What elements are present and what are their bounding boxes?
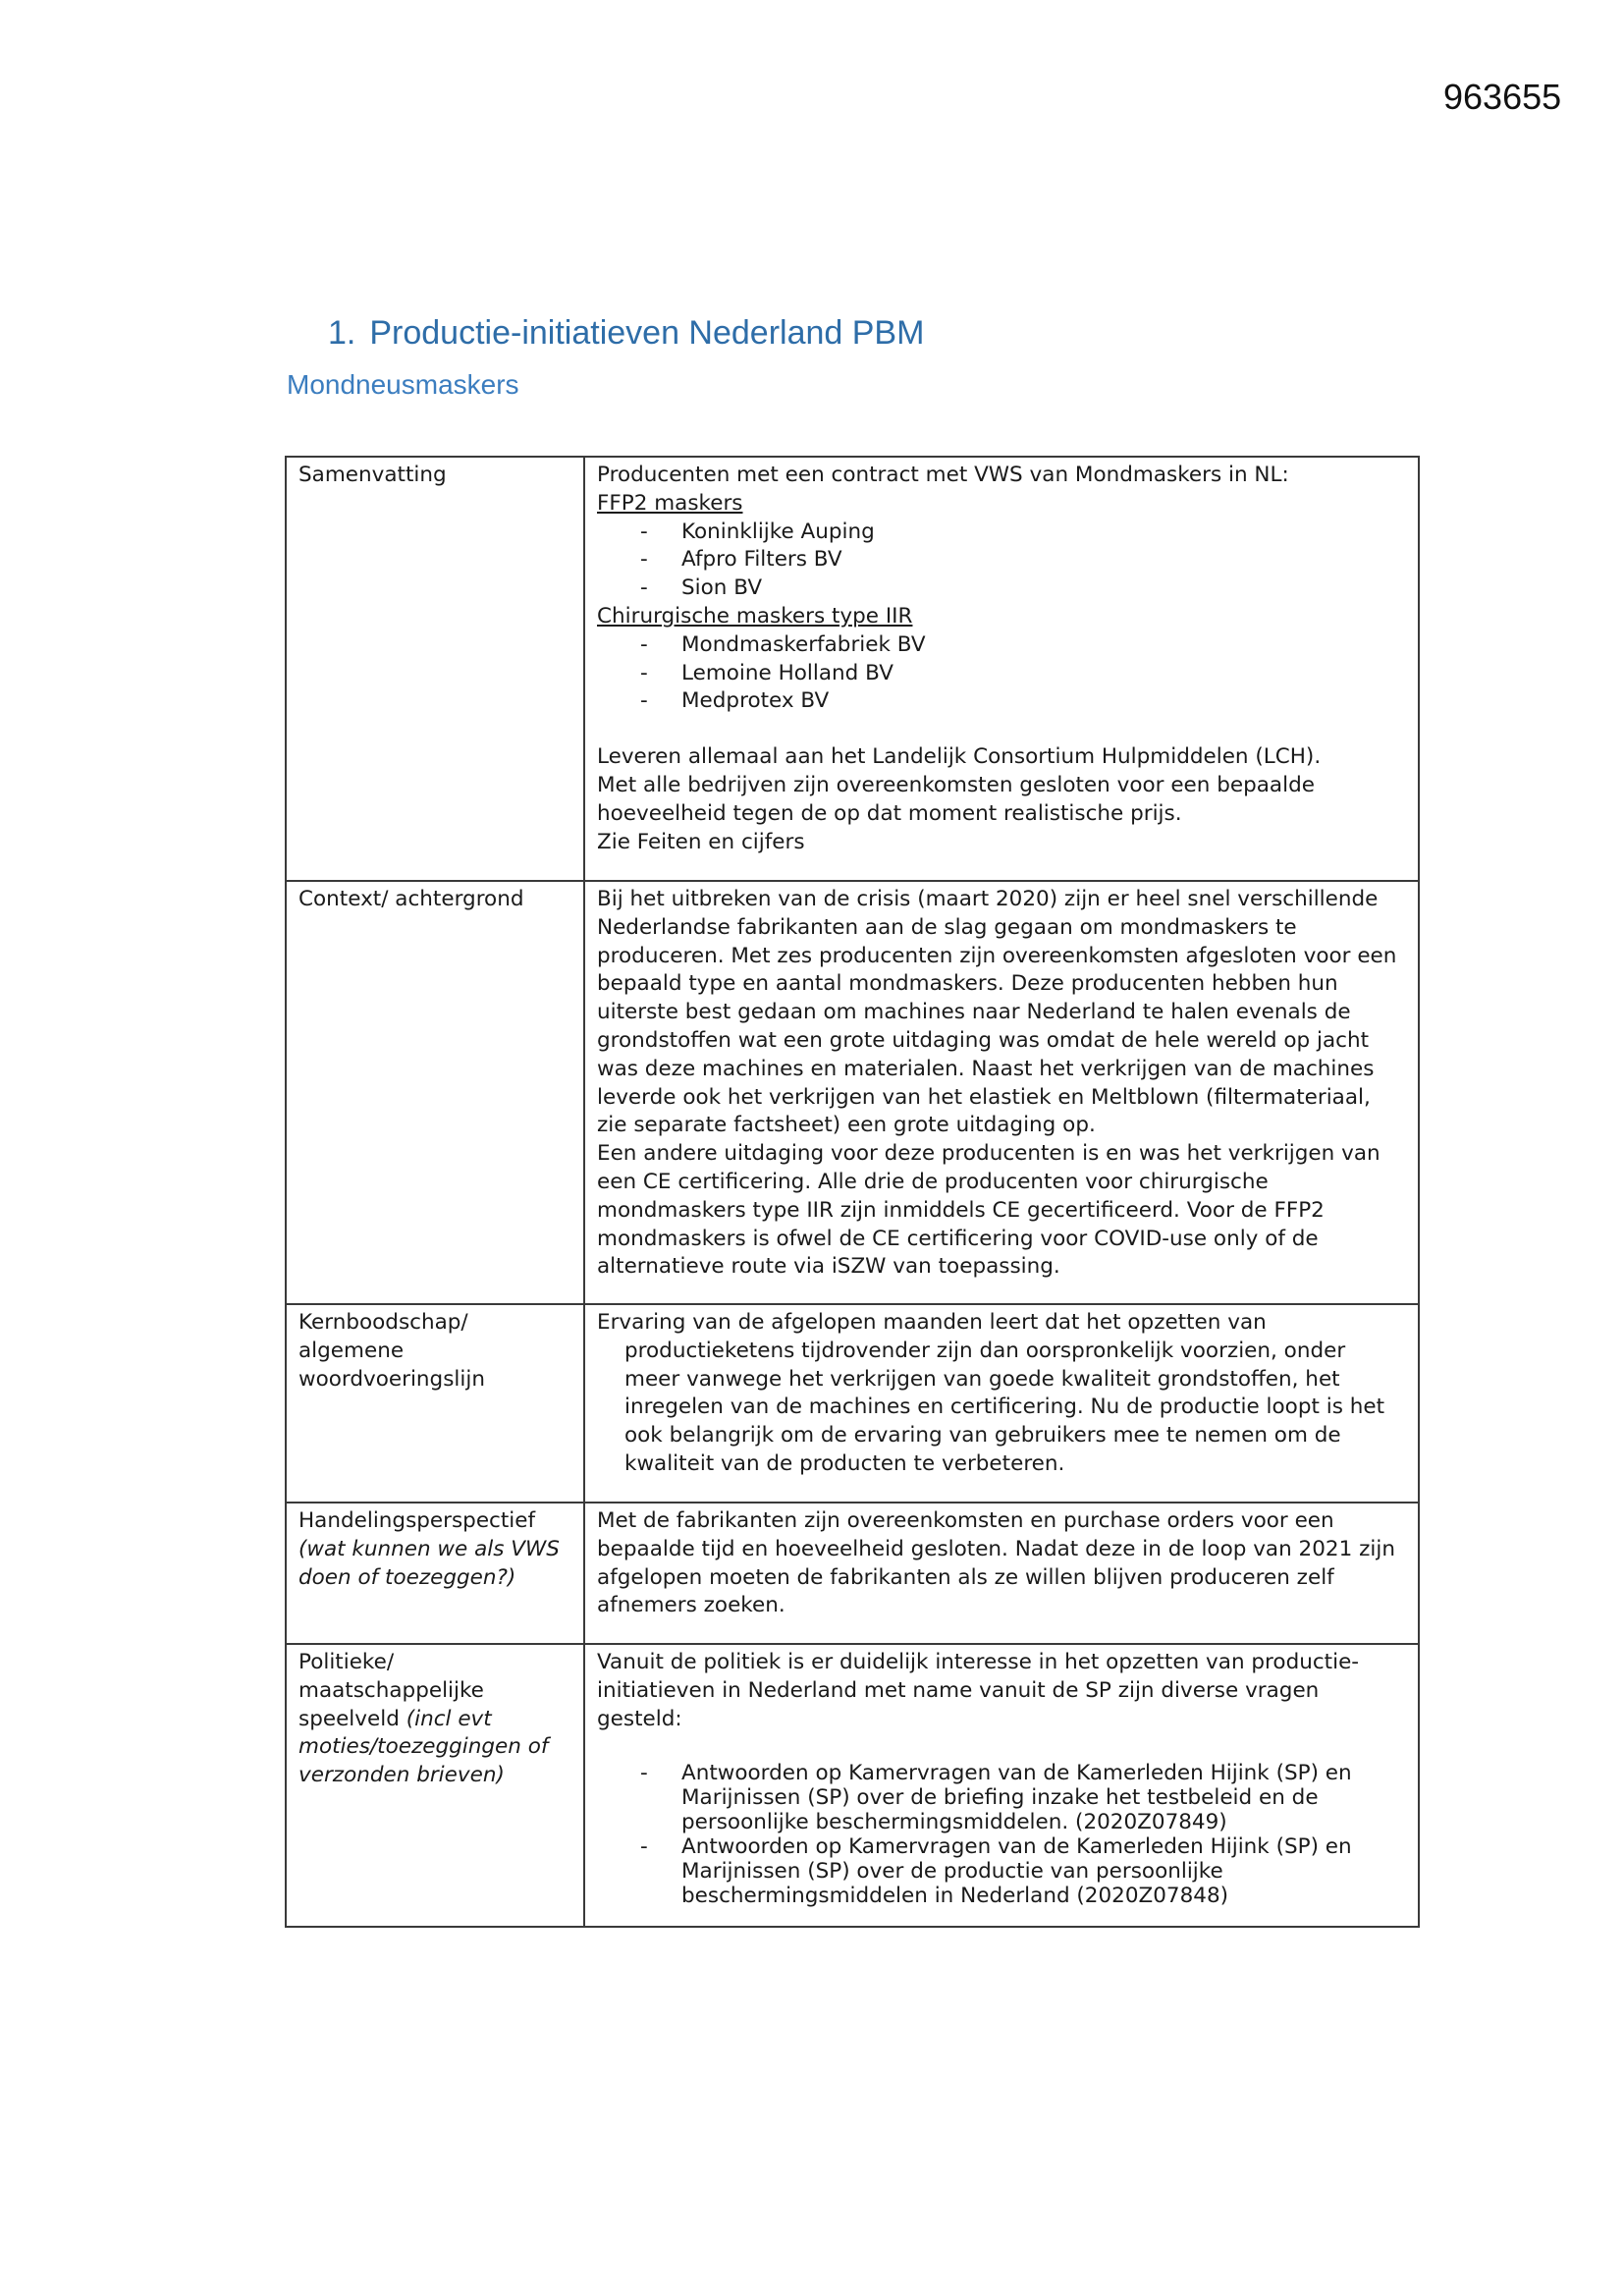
row-label-text: Politieke/ maatschappelijke speelveld xyxy=(298,1650,484,1731)
list-item: - Koninklijke Auping xyxy=(640,519,1406,547)
row-label: Context/ achtergrond xyxy=(286,881,584,1304)
row-content xyxy=(584,457,1419,881)
summary-closing-3: Zie Feiten en cijfers xyxy=(597,829,805,854)
politics-list xyxy=(597,1761,1406,1908)
row-content xyxy=(584,1304,1419,1503)
ffp2-list xyxy=(597,519,1406,603)
table-row xyxy=(286,1503,1419,1644)
row-label-text: Handelingsperspectief xyxy=(298,1508,536,1533)
factsheet-table xyxy=(285,456,1420,1928)
row-label: Samenvatting xyxy=(286,457,584,881)
list-item: - Sion BV xyxy=(640,574,1406,603)
summary-closing-2: Met alle bedrijven zijn overeenkomsten gesloten voor een bepaalde hoeveelheid tegen de op dat moment realistische prijs. xyxy=(597,772,1315,826)
row-label xyxy=(286,1644,584,1927)
section-title: Productie-initiatieven Nederland PBM xyxy=(369,314,925,352)
context-paragraph-2: Een andere uitdaging voor deze producenten is en was het verkrijgen van een CE certificering. Alle drie de producenten voor chirurgische mondmaskers type IIR zijn inmiddels CE gecertificeerd. Voor de FFP2 mondmaskers is ofwel de CE certificering voor COVID-use only of de alternatieve route via iSZW van toepassing. xyxy=(597,1141,1380,1280)
surgical-list xyxy=(597,631,1406,716)
context-paragraph-1: Bij het uitbreken van de crisis (maart 2020) zijn er heel snel verschillende Nederlandse fabrikanten aan de slag gegaan om mondmaskers te produceren. Met zes producenten zijn overeenkomsten afgesloten voor een bepaald type en aantal mondmaskers. Deze producenten hebben hun uiterste best gedaan om machines naar Nederland te halen evenals de grondstoffen wat een grote uitdaging was omdat de hele wereld op jacht was deze machines en materialen. Naast het verkrijgen van de machines leverde ook het verkrijgen van het elastiek en Meltblown (filtermateriaal, zie separate factsheet) een grote uitdaging op. xyxy=(597,887,1397,1138)
list-item: - Antwoorden op Kamervragen van de Kamerleden Hijink (SP) en Marijnissen (SP) over de productie van persoonlijke beschermingsmiddelen in Nederland (2020Z07848) xyxy=(640,1834,1406,1908)
section-number: 1. xyxy=(328,314,356,352)
list-item: - Antwoorden op Kamervragen van de Kamerleden Hijink (SP) en Marijnissen (SP) over de briefing inzake het testbeleid en de persoonlijke beschermingsmiddelen. (2020Z07849) xyxy=(640,1761,1406,1834)
table-row xyxy=(286,457,1419,881)
ffp2-group-title: FFP2 maskers xyxy=(597,490,743,516)
table-row xyxy=(286,1304,1419,1503)
section-heading xyxy=(328,314,924,353)
politics-intro: Vanuit de politiek is er duidelijk interesse in het opzetten van productie-initiatieven in Nederland met name vanuit de SP zijn diverse vragen gesteld: xyxy=(597,1650,1360,1731)
row-label xyxy=(286,1503,584,1644)
row-label: Kernboodschap/ algemene woordvoeringslijn xyxy=(286,1304,584,1503)
list-item: - Mondmaskerfabriek BV xyxy=(640,631,1406,660)
list-item: - Afpro Filters BV xyxy=(640,546,1406,574)
row-content: Met de fabrikanten zijn overeenkomsten en purchase orders voor een bepaalde tijd en hoeveelheid gesloten. Nadat deze in de loop van 2021 zijn afgelopen moeten de fabrikanten als ze willen blijven produceren zelf afnemers zoeken. xyxy=(584,1503,1419,1644)
row-content xyxy=(584,1644,1419,1927)
table-row xyxy=(286,881,1419,1304)
row-label-note: (wat kunnen we als VWS doen of toezeggen?) xyxy=(298,1536,560,1590)
surgical-group-title: Chirurgische maskers type IIR xyxy=(597,603,913,629)
summary-closing-1: Leveren allemaal aan het Landelijk Consortium Hulpmiddelen (LCH). xyxy=(597,744,1322,770)
row-label-note: (incl evt moties/toezeggingen of verzonden brieven) xyxy=(298,1706,549,1788)
key-message-text: Ervaring van de afgelopen maanden leert dat het opzetten van productieketens tijdrovender zijn dan oorspronkelijk voorzien, onder meer vanwege het verkrijgen van goede kwaliteit grondstoffen, het inregelen van de machines en certificering. Nu de productie loopt is het ook belangrijk om de ervaring van gebruikers mee te nemen om de kwaliteit van de producten te verbeteren. xyxy=(597,1310,1385,1476)
summary-intro: Producenten met een contract met VWS van Mondmaskers in NL: xyxy=(597,463,1289,487)
list-item: - Lemoine Holland BV xyxy=(640,660,1406,688)
list-item: - Medprotex BV xyxy=(640,687,1406,716)
row-content xyxy=(584,881,1419,1304)
table-row xyxy=(286,1644,1419,1927)
subsection-heading: Mondneusmaskers xyxy=(287,369,519,400)
document-id: 963655 xyxy=(1443,77,1562,117)
